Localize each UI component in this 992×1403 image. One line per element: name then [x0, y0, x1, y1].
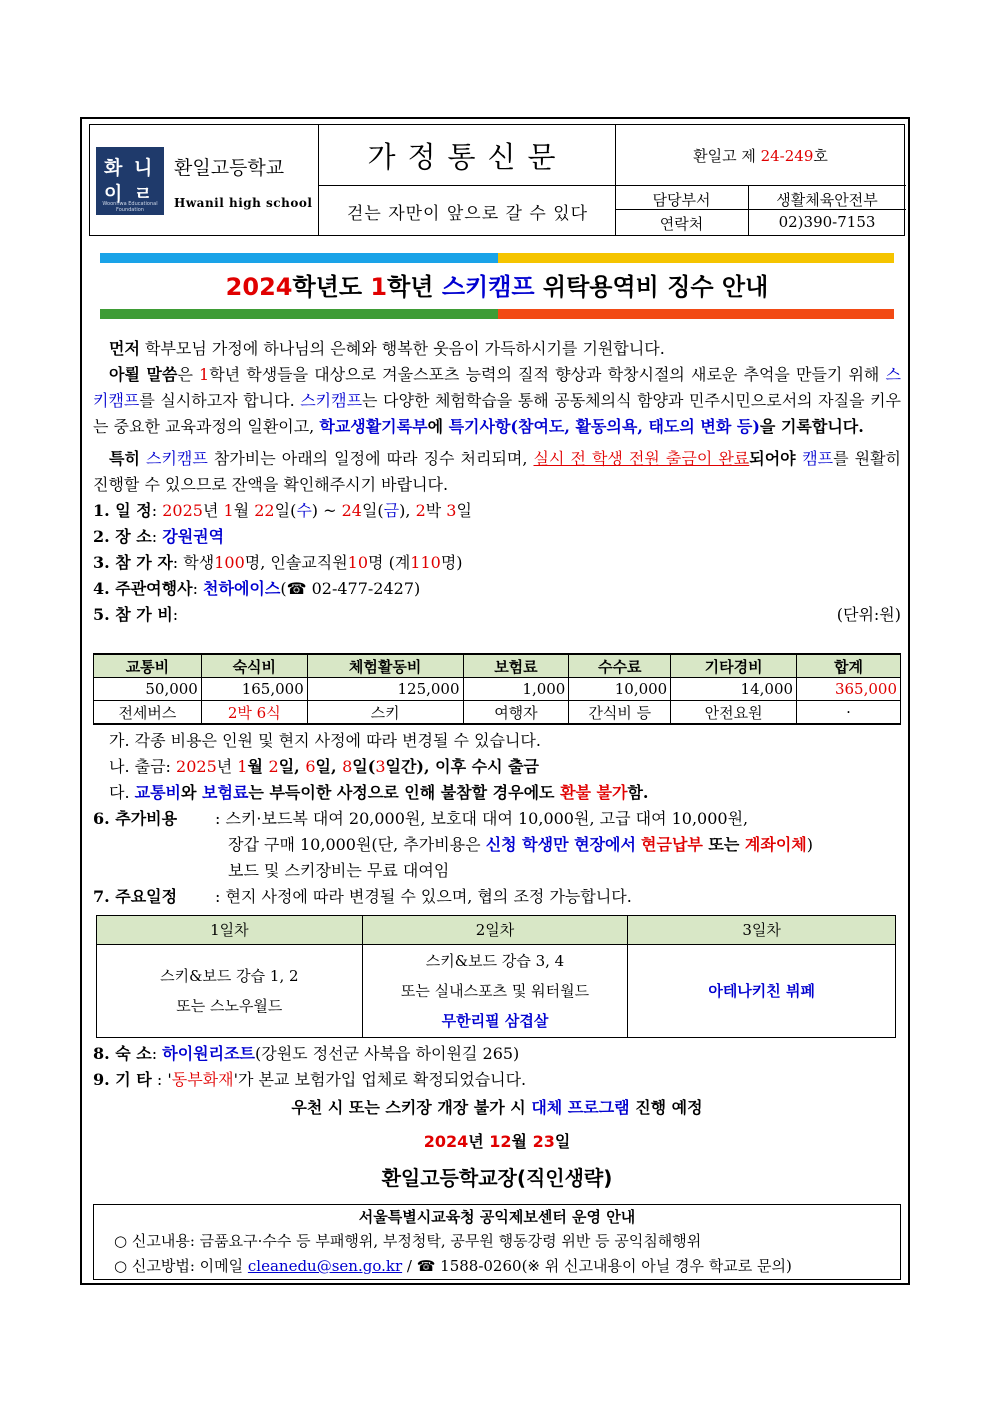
- fee-note-row: 전세버스 2박 6식 스키 여행자 간식비 등 안전요원 ·: [94, 701, 901, 725]
- etc-rain: 우천 시 또는 스키장 개장 불가 시 대체 프로그램 진행 예정: [291, 1098, 703, 1117]
- report-line1: ○ 신고내용: 금품요구·수수 등 부패행위, 부정청탁, 공무원 행동강령 위반 등 공익침해행위: [114, 1232, 702, 1250]
- date: 2024년 12월 23일: [423, 1132, 571, 1151]
- item-fee: 5. 참 가 비: (단위:원): [93, 605, 901, 624]
- etc: 9. 기 타 : '동부화재'가 본교 보험가입 업체로 확정되었습니다.: [93, 1070, 527, 1089]
- bar-blue: [100, 253, 498, 263]
- header-table: [89, 124, 905, 236]
- item-place: 2. 장 소: 강원권역: [93, 527, 225, 546]
- intro-p1: 먼저 학부모님 가정에 하나님의 은혜와 행복한 웃음이 가득하시기를 기원합니다.: [109, 339, 665, 358]
- extra-line1: 6. 추가비용 : 스키·보드복 대여 20,000원, 보호대 대여 10,000원, 고급 대여 10,000원,: [93, 809, 749, 828]
- fee-table: [93, 653, 901, 725]
- note-da: 다. 교통비와 보험료는 부득이한 사정으로 인해 불참할 경우에도 환불 불가함.: [109, 783, 649, 802]
- item-agency: 4. 주관여행사: 천하에이스(☎ 02-477-2427): [93, 579, 421, 598]
- doc-title: 가정통신문: [367, 140, 568, 174]
- lodging: 8. 숙 소: 하이원리조트(강원도 정선군 사북읍 하이원길 265): [93, 1044, 520, 1063]
- headline: 2024학년도 1학년 스키캠프 위탁용역비 징수 안내: [225, 273, 769, 301]
- motto: 걷는 자만이 앞으로 갈 수 있다: [346, 204, 589, 224]
- bar-red: [498, 309, 894, 319]
- intro-p3: 특히 스키캠프 참가비는 아래의 일정에 따라 징수 처리되며, 실시 전 학생 전원 출금이 완료되어야 캠프를 원활히 진행할 수 있으므로 잔액을 확인해주시기 바랍니다.: [93, 449, 901, 494]
- bar-yellow: [498, 253, 894, 263]
- note-na: 나. 출금: 2025년 1월 2일, 6일, 8일(3일간), 이후 수시 출금: [109, 757, 540, 776]
- note-ga: 가. 각종 비용은 인원 및 현지 사정에 따라 변경될 수 있습니다.: [109, 731, 541, 750]
- report-line2: ○ 신고방법: 이메일 cleanedu@sen.go.kr / ☎ 1588-0260(※ 위 신고내용이 아닐 경우 학교로 문의): [114, 1257, 792, 1275]
- extra-line3: 보드 및 스키장비는 무료 대여임: [228, 861, 450, 880]
- dept-label: 담당부서: [652, 191, 711, 209]
- extra-line2: 장갑 구매 10,000원(단, 추가비용은 신청 학생만 현장에서 현금납부 또는 계좌이체): [228, 835, 813, 854]
- report-title: 서울특별시교육청 공익제보센터 운영 안내: [358, 1208, 636, 1226]
- fee-header-row: 교통비 숙식비 체험활동비 보험료 수수료 기타경비 합계: [94, 654, 901, 678]
- school-name-kr: 환일고등학교: [174, 157, 285, 179]
- report-email-link[interactable]: cleanedu@sen.go.kr: [247, 1257, 403, 1275]
- doc-number: 환일고 제 24-249호: [693, 147, 828, 165]
- fee-amount-row: 50,000 165,000 125,000 1,000 10,000 14,000 365,000: [94, 678, 901, 701]
- principal: 환일고등학교장(직인생략): [381, 1166, 613, 1190]
- schedule-heading: 7. 주요일정 : 현지 사정에 따라 변경될 수 있으며, 협의 조정 가능합니다.: [93, 887, 632, 906]
- school-logo: 화 니 이 ㄹ Woonhwa Educational Foundation: [96, 147, 164, 215]
- report-box: [93, 1204, 901, 1280]
- item-schedule: 1. 일 정: 2025년 1월 22일(수) ~ 24일(금), 2박 3일: [93, 501, 472, 520]
- intro-p2: 아뢸 말씀은 1학년 학생들을 대상으로 겨울스포츠 능력의 질적 향상과 학창시절의 새로운 추억을 만들기 위해 스키캠프를 실시하고자 합니다. 스키캠프는 다양한 체험학습을 통해 공동체의식 함양과 민주시민으로서의 자질을 키우는 중요한 교육과정의 일환이고, 학교생활기록부에 특기사항(참여도, 활동의욕, 태도의 변화 등)을 기록합니다.: [93, 365, 902, 436]
- item-participants: 3. 참 가 자: 학생100명, 인솔교직원10명 (계110명): [93, 553, 463, 572]
- schedule-table: [96, 915, 896, 1038]
- schedule-header-row: 1일차 2일차 3일차: [97, 916, 896, 945]
- school-name-en: Hwanil high school: [174, 196, 313, 210]
- dept-value: 생활체육안전부: [776, 191, 878, 209]
- intro: [93, 336, 901, 628]
- contact-value: 02)390-7153: [778, 213, 876, 231]
- contact-label: 연락처: [659, 215, 704, 233]
- bar-green: [100, 309, 498, 319]
- fee-notes: [93, 728, 901, 910]
- closing: [93, 1041, 901, 1191]
- document-page: [80, 117, 910, 1285]
- schedule-body-row: 스키&보드 강습 1, 2 또는 스노우월드 스키&보드 강습 3, 4 또는 실내스포츠 및 워터월드 무한리필 삼겹살 아테나키친 뷔페: [97, 945, 896, 1038]
